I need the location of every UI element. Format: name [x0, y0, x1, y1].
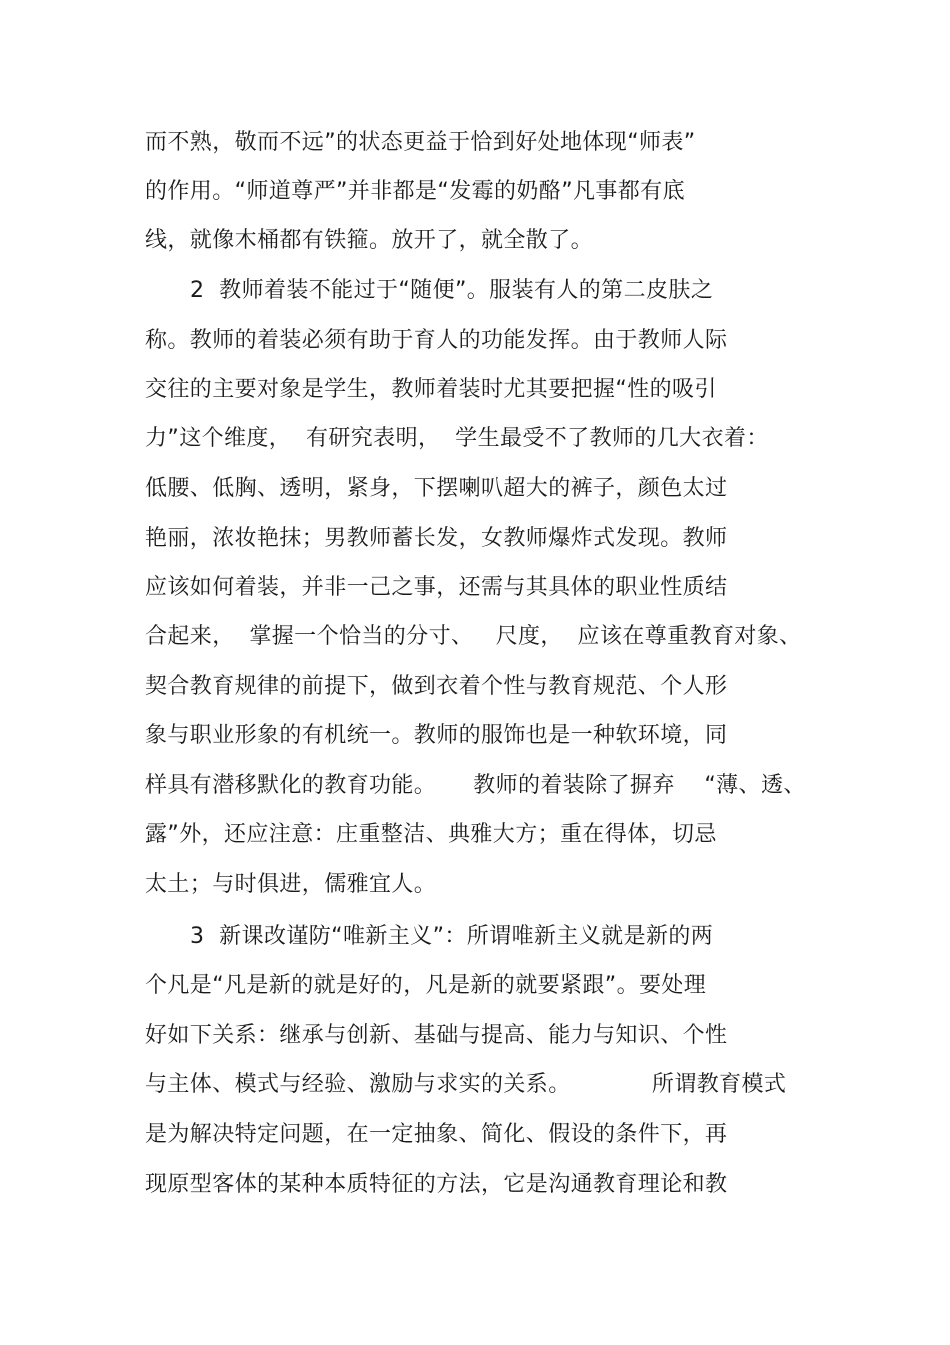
- text-line: 太土；与时俱进，儒雅宜人。: [145, 872, 437, 897]
- text-line: 象与职业形象的有机统一。教师的服饰也是一种软环境，同: [145, 723, 728, 748]
- text-line: 现原型客体的某种本质特征的方法，它是沟通教育理论和教: [145, 1172, 728, 1197]
- text-line: 契合教育规律的前提下，做到衣着个性与教育规范、个人形: [145, 674, 728, 699]
- text-line: 应该如何着装，并非一己之事，还需与其具体的职业性质结: [145, 575, 728, 600]
- text-line: 样具有潜移默化的教育功能。 教师的着装除了摒弃 “薄、透、: [145, 773, 806, 798]
- text-line: 交往的主要对象是学生，教师着装时尤其要把握“性的吸引: [145, 377, 717, 402]
- text-line: 线，就像木桶都有铁箍。放开了，就全散了。: [145, 228, 594, 253]
- text-line: 好如下关系：继承与创新、基础与提高、能力与知识、个性: [145, 1023, 728, 1048]
- paragraph-2-start: 2 教师着装不能过于“随便”。服装有人的第二皮肤之: [190, 278, 714, 303]
- text-line: 艳丽，浓妆艳抹；男教师蓄长发，女教师爆炸式发现。教师: [145, 526, 728, 551]
- text-line: 露”外，还应注意：庄重整洁、典雅大方；重在得体，切忌: [145, 822, 717, 847]
- text-line: 的作用。“师道尊严”并非都是“发霉的奶酪”凡事都有底: [145, 179, 685, 204]
- text-line: 称。教师的着装必须有助于育人的功能发挥。由于教师人际: [145, 328, 728, 353]
- paragraph-3-start: 3 新课改谨防“唯新主义”：所谓唯新主义就是新的两: [190, 924, 714, 949]
- text-line: 力”这个维度， 有研究表明， 学生最受不了教师的几大衣着：: [145, 426, 769, 451]
- text-line: 是为解决特定问题，在一定抽象、简化、假设的条件下，再: [145, 1122, 728, 1147]
- text-line: 与主体、模式与经验、激励与求实的关系。 所谓教育模式: [145, 1072, 787, 1097]
- text-line: 合起来， 掌握一个恰当的分寸、 尺度， 应该在尊重教育对象、: [145, 624, 802, 649]
- text-line: 而不熟，敬而不远”的状态更益于恰到好处地体现“师表”: [145, 130, 696, 155]
- text-line: 低腰、低胸、透明，紧身，下摆喇叭超大的裤子，颜色太过: [145, 476, 728, 501]
- text-line: 个凡是“凡是新的就是好的，凡是新的就要紧跟”。要处理: [145, 973, 707, 998]
